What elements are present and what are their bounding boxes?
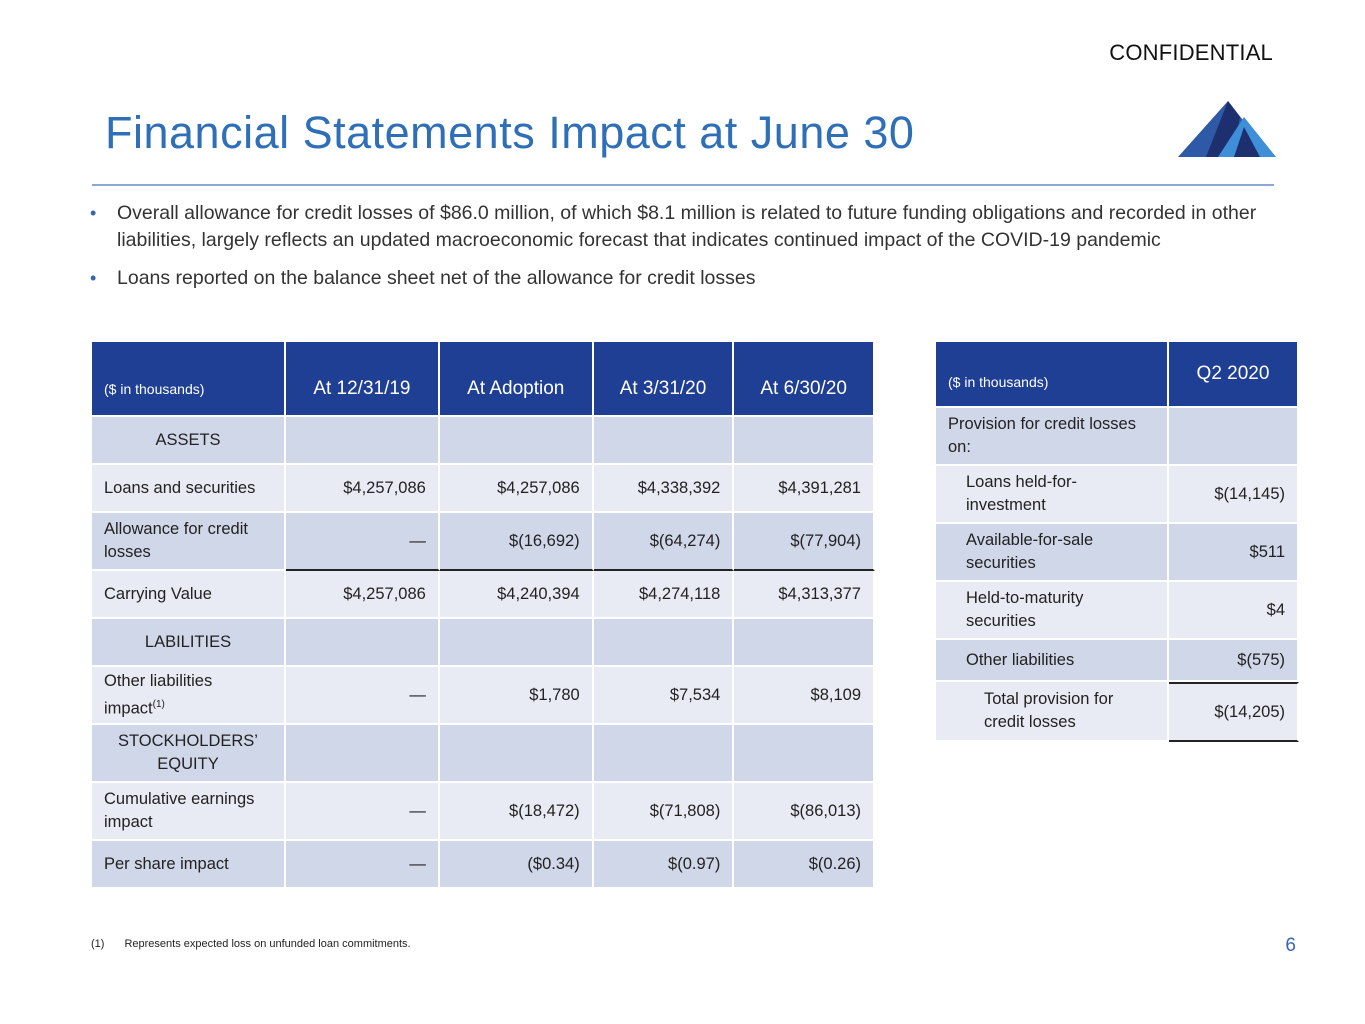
cell-value: $4,257,086 (286, 465, 440, 513)
footnote-text: Represents expected loss on unfunded loan commitments. (124, 938, 411, 950)
row-label: Allowance for credit losses (92, 513, 286, 571)
cell-value: $4,338,392 (594, 465, 735, 513)
cell-value: $(575) (1169, 640, 1299, 682)
table-row (936, 640, 1299, 682)
cell-value: — (286, 783, 440, 841)
table-header: Q2 2020 (1169, 342, 1299, 408)
cell-value: $4,391,281 (734, 465, 875, 513)
cell-value: ($0.34) (440, 841, 594, 889)
cell-value: $(14,145) (1169, 466, 1299, 524)
bullet-text: Loans reported on the balance sheet net of the allowance for credit losses (117, 267, 756, 289)
table-header: ($ in thousands) (936, 342, 1169, 408)
row-label: Other liabilities (936, 640, 1169, 682)
table-row (936, 466, 1299, 524)
cell-value: $4 (1169, 582, 1299, 640)
bullet-item (90, 265, 1275, 292)
title-divider (92, 184, 1274, 186)
footnote (91, 938, 411, 950)
provision-table (936, 342, 1299, 742)
footnote-marker: (1) (152, 698, 165, 710)
mountain-logo-icon (1178, 97, 1276, 159)
table-header: At 3/31/20 (594, 342, 735, 417)
footnote-number: (1) (91, 938, 105, 950)
table-row (936, 408, 1299, 466)
table-row (92, 783, 875, 841)
cell-value: $511 (1169, 524, 1299, 582)
table-row (92, 417, 875, 465)
cell-value: $(16,692) (440, 513, 594, 571)
page-title: Financial Statements Impact at June 30 (105, 107, 915, 158)
section-label-liabilities: LABILITIES (92, 619, 286, 667)
table-row (92, 725, 875, 783)
row-label: Per share impact (92, 841, 286, 889)
cell-value: $(86,013) (734, 783, 875, 841)
table-header: At 12/31/19 (286, 342, 440, 417)
table-header: ($ in thousands) (92, 342, 286, 417)
row-label: Other liabilities impact$^{(1)}$ (92, 667, 286, 725)
balance-sheet-table (92, 342, 875, 889)
bullet-list (90, 200, 1275, 303)
bullet-text: Overall allowance for credit losses of $86.0 million, of which $8.1 million is related to future funding obligations and recorded in other liabilities, largely reflects an updated macroeconomic forecast that indicates continued impact of the COVID-19 pandemic (117, 202, 1257, 251)
row-label: Loans and securities (92, 465, 286, 513)
table-row (92, 619, 875, 667)
cell-value: $(14,205) (1169, 682, 1299, 742)
table-row (936, 524, 1299, 582)
row-label: Held-to-maturity securities (936, 582, 1169, 640)
row-label: Provision for credit losses on: (936, 408, 1169, 466)
table-header: At 6/30/20 (734, 342, 875, 417)
cell-value: $(18,472) (440, 783, 594, 841)
table-row (92, 667, 875, 725)
cell-value: $8,109 (734, 667, 875, 725)
table-row-total (936, 682, 1299, 742)
row-label: Loans held-for-investment (936, 466, 1169, 524)
cell-value: $(0.26) (734, 841, 875, 889)
cell-value: $(71,808) (594, 783, 735, 841)
row-label: Carrying Value (92, 571, 286, 619)
cell-value: $(0.97) (594, 841, 735, 889)
row-label: Cumulative earnings impact (92, 783, 286, 841)
table-header: At Adoption (440, 342, 594, 417)
cell-value: — (286, 667, 440, 725)
cell-value: $1,780 (440, 667, 594, 725)
cell-value: $4,313,377 (734, 571, 875, 619)
table-row (92, 571, 875, 619)
page-number: 6 (1285, 935, 1296, 956)
section-label-assets: ASSETS (92, 417, 286, 465)
cell-value: $4,274,118 (594, 571, 735, 619)
cell-value: $(77,904) (734, 513, 875, 571)
row-label: Total provision for credit losses (936, 682, 1169, 742)
confidential-label: CONFIDENTIAL (1109, 40, 1273, 65)
table-row (936, 582, 1299, 640)
bullet-dot-icon: • (90, 268, 97, 288)
cell-value: $4,257,086 (286, 571, 440, 619)
bullet-dot-icon: • (90, 203, 97, 223)
cell-value: $4,257,086 (440, 465, 594, 513)
table-row (92, 841, 875, 889)
row-label: Available-for-sale securities (936, 524, 1169, 582)
cell-value: $(64,274) (594, 513, 735, 571)
cell-value: $4,240,394 (440, 571, 594, 619)
table-row (92, 465, 875, 513)
section-label-equity: STOCKHOLDERS’ EQUITY (92, 725, 286, 783)
cell-value: — (286, 513, 440, 571)
cell-value: — (286, 841, 440, 889)
bullet-item (90, 200, 1275, 254)
table-row (92, 513, 875, 571)
cell-value: $7,534 (594, 667, 735, 725)
